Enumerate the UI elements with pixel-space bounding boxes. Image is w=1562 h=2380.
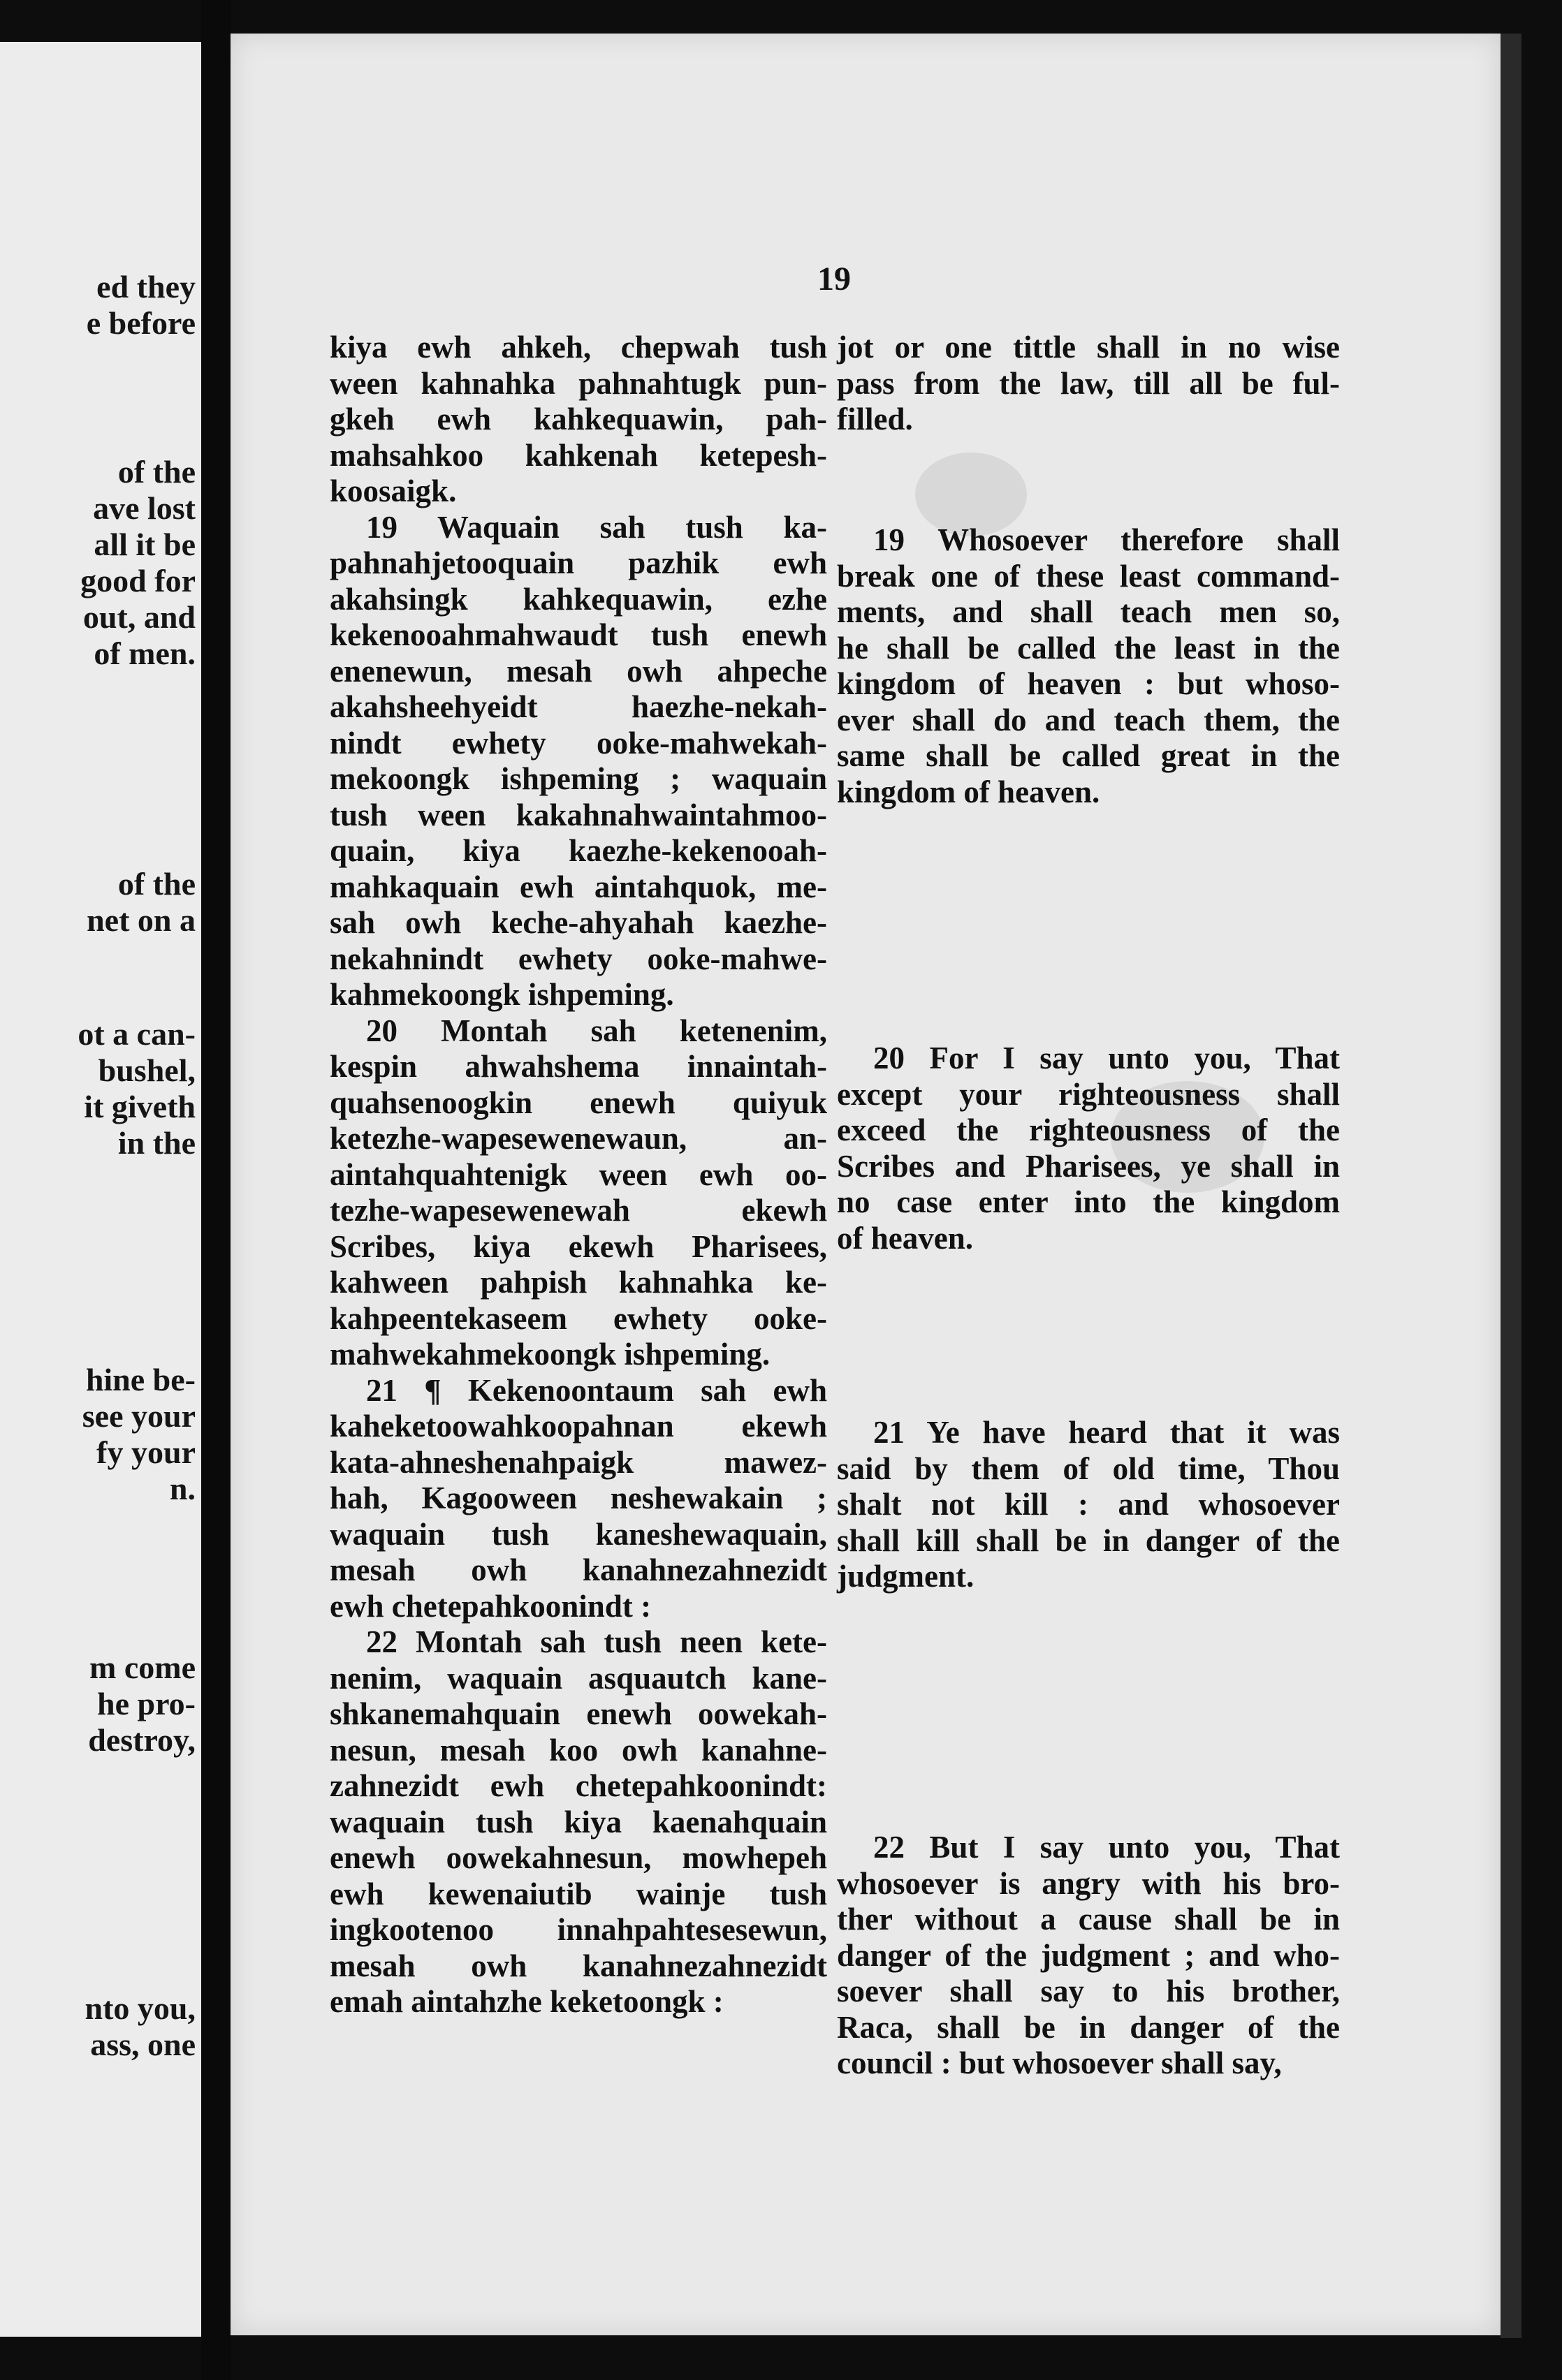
ojibwe-line: mesah owh kanahnezahnezidt <box>330 1552 827 1587</box>
left-page-line: ed they <box>96 269 196 304</box>
left-page-line: out, and <box>82 599 196 635</box>
english-line: filled. <box>837 402 913 436</box>
english-verse-20 <box>837 1041 1340 1256</box>
ojibwe-line: kaheketoowahkoopahnan ekewh <box>330 1409 827 1444</box>
ojibwe-line: gkeh ewh kahkequawin, pah- <box>330 402 827 436</box>
english-line: except your righteousness shall <box>837 1076 1340 1112</box>
english-line: break one of these least command- <box>837 558 1340 594</box>
left-page-line: destroy, <box>88 1722 196 1758</box>
english-line: 21 Ye have heard that it was <box>873 1415 1340 1450</box>
ojibwe-line: ewh kewenaiutib wainje tush <box>330 1876 827 1911</box>
left-page-line: net on a <box>87 902 196 938</box>
left-page-line: ave lost <box>93 490 196 526</box>
ojibwe-line: aintahquahtenigk ween ewh oo- <box>330 1156 827 1192</box>
english-line: council : but whosoever shall say, <box>837 2045 1282 2080</box>
ojibwe-line: ingkootenoo innahpahtesesewun, <box>330 1912 827 1947</box>
ojibwe-line: mahkaquain ewh aintahquok, me- <box>330 869 827 904</box>
ojibwe-line: kata-ahneshenahpaigk mawez- <box>330 1444 827 1480</box>
english-line: Scribes and Pharisees, ye shall in <box>837 1148 1340 1184</box>
english-line: shall kill shall be in danger of the <box>837 1522 1340 1558</box>
left-page-line: in the <box>117 1125 196 1161</box>
left-page-line: he pro- <box>97 1686 196 1721</box>
english-line: kingdom of heaven : but whoso- <box>837 666 1340 701</box>
ojibwe-line: waquain tush kiya kaenahquain <box>330 1804 827 1839</box>
ojibwe-line: ewh chetepahkoonindt : <box>330 1588 652 1624</box>
ojibwe-line: enewh oowekahnesun, mowhepeh <box>330 1840 827 1875</box>
ojibwe-line: akahsheehyeidt haezhe-nekah- <box>330 689 827 724</box>
english-line: pass from the law, till all be ful- <box>837 365 1340 401</box>
ojibwe-line: kahween pahpish kahnahka ke- <box>330 1265 827 1300</box>
ojibwe-line: koosaigk. <box>330 473 457 508</box>
english-line: no case enter into the kingdom <box>837 1184 1340 1219</box>
ojibwe-line: tezhe-wapesewenewah ekewh <box>330 1193 827 1228</box>
page-number: 19 <box>817 260 851 298</box>
page-edge <box>1501 34 1521 2338</box>
ojibwe-line: kiya ewh ahkeh, chepwah tush <box>330 330 827 365</box>
ojibwe-line: mesah owh kanahnezahnezidt <box>330 1948 827 1983</box>
ojibwe-line: nekahnindt ewhety ooke-mahwe- <box>330 941 827 976</box>
ojibwe-line: waquain tush kaneshewaquain, <box>330 1516 827 1552</box>
ojibwe-line: hah, Kagooween neshewakain ; <box>330 1481 827 1515</box>
left-page-line: m come <box>89 1650 196 1685</box>
left-page-line: fy your <box>96 1434 196 1470</box>
left-page-line: of men. <box>94 636 196 671</box>
english-line: jot or one tittle shall in no wise <box>837 330 1340 365</box>
ojibwe-line: enenewun, mesah owh ahpeche <box>330 653 827 689</box>
left-page-line: hine be- <box>85 1362 196 1397</box>
left-page-line: ot a can- <box>78 1016 196 1052</box>
english-line: 20 For I say unto you, That <box>873 1041 1340 1075</box>
ojibwe-line: 21 ¶ Kekenoontaum sah ewh <box>366 1372 827 1408</box>
ojibwe-line: 20 Montah sah ketenenim, <box>366 1013 827 1048</box>
english-line: danger of the judgment ; and who- <box>837 1937 1340 1973</box>
english-line: kingdom of heaven. <box>837 774 1100 809</box>
english-line: shalt not kill : and whosoever <box>837 1487 1340 1522</box>
left-page-line: all it be <box>94 527 196 562</box>
english-line: ever shall do and teach them, the <box>837 702 1340 737</box>
english-line: ther without a cause shall be in <box>837 1902 1340 1937</box>
ojibwe-line: zahnezidt ewh chetepahkoonindt: <box>330 1768 827 1803</box>
english-line: said by them of old time, Thou <box>837 1450 1340 1486</box>
ojibwe-line: tush ween kakahnahwaintahmoo- <box>330 797 827 832</box>
left-page-line: ass, one <box>90 2027 196 2062</box>
left-page-line: n. <box>169 1471 196 1506</box>
ojibwe-line: shkanemahquain enewh oowekah- <box>330 1696 827 1731</box>
left-page-line: e before <box>86 305 196 341</box>
ojibwe-line: kekenooahmahwaudt tush enewh <box>330 617 827 652</box>
ojibwe-line: pahnahjetooquain pazhik ewh <box>330 545 827 580</box>
ojibwe-line: mahsahkoo kahkenah ketepesh- <box>330 437 827 473</box>
english-verse-21 <box>837 1415 1340 1595</box>
ojibwe-line: sah owh keche-ahyahah kaezhe- <box>330 905 827 940</box>
english-line: same shall be called great in the <box>837 738 1340 773</box>
left-page-line: of the <box>117 454 196 490</box>
english-line: exceed the righteousness of the <box>837 1112 1340 1147</box>
ojibwe-line: akahsingk kahkequawin, ezhe <box>330 581 827 617</box>
left-page-line: of the <box>117 866 196 902</box>
left-page-line: bushel, <box>98 1052 196 1088</box>
ojibwe-line: nesun, mesah koo owh kanahne- <box>330 1732 827 1768</box>
ojibwe-line: Scribes, kiya ekewh Pharisees, <box>330 1228 827 1264</box>
ojibwe-line: kahmekoongk ishpeming. <box>330 977 674 1012</box>
english-line: whosoever is angry with his bro- <box>837 1865 1340 1901</box>
ojibwe-line: ween kahnahka pahnahtugk pun- <box>330 365 827 401</box>
english-line: he shall be called the least in the <box>837 630 1340 666</box>
english-verse-19 <box>837 522 1340 810</box>
english-verse-22 <box>837 1830 1340 2082</box>
ojibwe-line: mekoongk ishpeming ; waquain <box>330 761 827 796</box>
english-line: of heaven. <box>837 1220 973 1256</box>
left-page-line: it giveth <box>84 1089 196 1124</box>
ojibwe-line: quain, kiya kaezhe-kekenooah- <box>330 833 827 868</box>
ojibwe-line: nenim, waquain asquautch kane- <box>330 1660 827 1696</box>
english-line: judgment. <box>837 1559 975 1594</box>
english-verse-18-end <box>837 330 1340 438</box>
ojibwe-line: ketezhe-wapesewenewaun, an- <box>330 1121 827 1156</box>
ojibwe-line: kespin ahwahshema innaintah- <box>330 1049 827 1084</box>
ojibwe-line: mahwekahmekoongk ishpeming. <box>330 1337 771 1372</box>
ojibwe-line: 19 Waquain sah tush ka- <box>366 509 827 545</box>
ojibwe-line: emah aintahzhe keketoongk : <box>330 1984 724 2019</box>
ojibwe-line: kahpeentekaseem ewhety ooke- <box>330 1300 827 1336</box>
left-page-line: nto you, <box>85 1990 196 2026</box>
english-line: soever shall say to his brother, <box>837 1974 1340 2008</box>
english-line: Raca, shall be in danger of the <box>837 2009 1340 2045</box>
left-page <box>0 42 201 2337</box>
english-line: 22 But I say unto you, That <box>873 1830 1340 1865</box>
english-line: 19 Whosoever therefore shall <box>873 522 1340 557</box>
ojibwe-line: nindt ewhety ooke-mahwekah- <box>330 725 827 761</box>
left-page-line: good for <box>80 563 196 598</box>
ojibwe-line: quahsenoogkin enewh quiyuk <box>330 1085 827 1120</box>
english-line: ments, and shall teach men so, <box>837 594 1340 629</box>
ojibwe-column <box>330 330 827 2020</box>
book-spine <box>201 0 231 2380</box>
left-page-line: see your <box>82 1398 196 1434</box>
ojibwe-line: 22 Montah sah tush neen kete- <box>366 1624 827 1659</box>
